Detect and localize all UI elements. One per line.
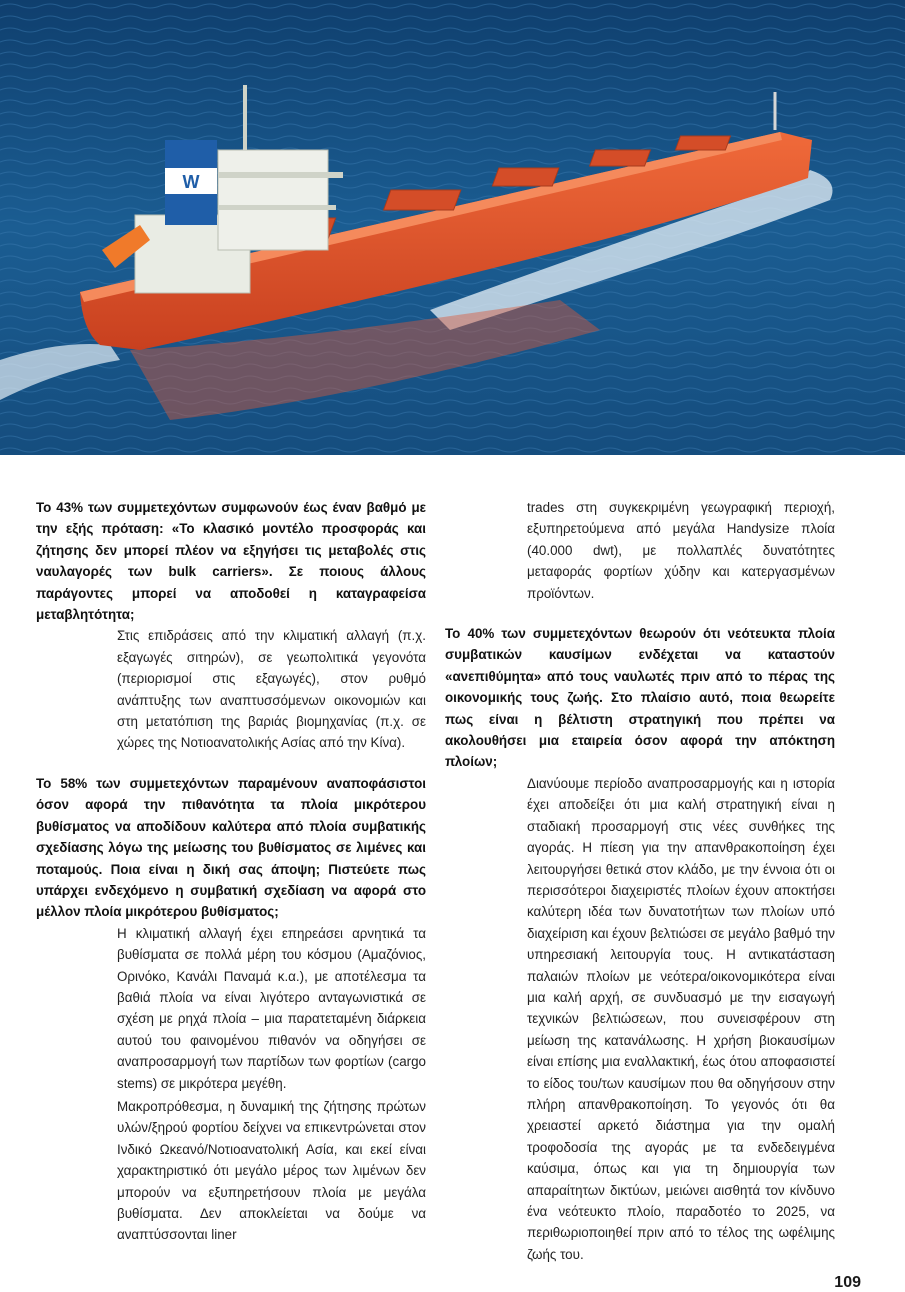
- answer-2-continued: trades στη συγκεκριμένη γεωγραφική περιοχή, εξυπηρετούμενα από μεγάλα Handysize πλοία (40.000 dwt), με πολλαπλές δυνατότητες μεταφοράς φορτίων χύδην και κατεργασμένων προϊόντων.: [527, 500, 835, 601]
- question-1: Το 43% των συμμετεχόντων συμφωνούν έως έναν βαθμό με την εξής πρόταση: «Το κλασικό μοντέλο προσφοράς και ζήτησης δεν μπορεί πλέον να εξηγήσει τις μεταβολές στις ναυλαγορές των bulk carriers». Σε ποιους άλλους παράγοντες μπορεί να αποδοθεί η καταγραφείσα μεταβλητότητα;: [36, 500, 426, 623]
- answer-3: Διανύουμε περίοδο αναπροσαρμογής και η ιστορία έχει αποδείξει ότι μια καλή στρατηγική είναι η σταδιακή προσαρμογή στις νέες συνθήκες της αγοράς. Η πίεση για την απανθρακοποίηση έχει λειτουργήσει θετικά στον κλάδο, με την έννοια ότι οι περισσότεροι διαχειριστές πλοίων έχουν αποκτήσει καλύτερη ιδέα των δυνατοτήτων των πλοίων υπό διαχείριση και έχουν βελτιώσει σε μεγάλο βαθμό την υπηρεσιακή λειτουργία τους. Η αντικατάσταση παλαιών πλοίων με νεότερα/οικονομικότερα είναι μια καλή αρχή, σε συνδυασμό με την εισαγωγή τεχνικών βελτιώσεων, που συνεισφέρουν στη μείωση της κατανάλωσης. Η χρήση βιοκαυσίμων είναι επίσης μια εναλλακτική, έως ότου αποφασιστεί το είδος του/των καυσίμων που θα οδηγήσουν στην πλήρη απανθρακοποίηση. Το γεγονός ότι θα χρειαστεί αρκετό διάστημα για την ομαλή τροφοδοσία της αγοράς με τα ενδεδειγμένα καύσιμα, όπως και για τη δημιουργία των απαραίτητων δικτύων, μειώνει αισθητά τον κίνδυνο ένα νεότευκτο πλοίο, παραδοτέο το 2025, να περιθωριοποιηθεί πριν από το τέλος της ωφέλιμης ζωής του.: [527, 775, 835, 1262]
- funnel-letter: W: [182, 172, 200, 192]
- right-column: [445, 497, 835, 1265]
- answer-2-paragraph-1: Η κλιματική αλλαγή έχει επηρεάσει αρνητικά τα βυθίσματα σε πολλά μέρη του κόσμου (Αμαζόνιος, Ορινόκο, Κανάλι Παναμά κ.α.), με αποτέλεσμα τα βαθιά πλοία να είναι λιγότερο ανταγωνιστικά σε σχέση με ρηχά πλοία – μια παρατεταμένη διάρκεια αυτού του φαινομένου πιθανόν να οδηγήσει σε αναπροσαρμογή των παρτίδων των φορτίων (cargo stems) σε μικρότερα μεγέθη.: [117, 925, 426, 1091]
- page-number: 109: [834, 1274, 861, 1291]
- answer-1: Στις επιδράσεις από την κλιματική αλλαγή (π.χ. εξαγωγές σιτηρών), σε γεωπολιτικά γεγονότα (περιορισμοί στις εξαγωγές), στον ρυθμό ανάπτυξης των αναπτυσσόμενων οικονομιών και στη μετατόπιση της βαριάς βιομηχανίας (π.χ. σε χώρες της Νοτιοανατολικής Ασίας από την Κίνα).: [117, 628, 426, 751]
- question-2: Το 58% των συμμετεχόντων παραμένουν αναποφάσιστοι όσον αφορά την πιθανότητα τα πλοία μικρότερου βυθίσματος να αποδίδουν καλύτερα από πλοία συμβατικής σχεδίασης λόγω της μείωσης του βυθίσματος σε λιμένες και ποταμούς. Ποια είναι η δική σας άποψη; Πιστεύετε πως υπάρχει ενδεχόμενο η συμβατική σχεδίαση να αφορά στο μέλλον πλοία μικρότερου βυθίσματος;: [36, 775, 426, 920]
- ship-photo: [0, 0, 905, 455]
- answer-2-paragraph-2: Μακροπρόθεσμα, η δυναμική της ζήτησης πρώτων υλών/ξηρού φορτίου δείχνει να επικεντρώνεται στον Ινδικό Ωκεανό/Νοτιοανατολική Ασία, και εκεί είναι χαρακτηριστικό ότι μεγάλο μέρος των λιμένων δεν μπορούν να εξυπηρετήσουν πλοία με μεγάλα βυθίσματα. Δεν αποκλείεται να δούμε να αναπτύσσονται liner: [117, 1098, 426, 1243]
- ship-illustration: [0, 0, 905, 455]
- question-3: Το 40% των συμμετεχόντων θεωρούν ότι νεότευκτα πλοία συμβατικών καυσίμων ενδέχεται να καταστούν «ανεπιθύμητα» από τους ναυλωτές πριν από το πέρας της οικονομικής τους ζωής. Στο πλαίσιο αυτό, ποια θεωρείτε πως είναι η βέλτιστη στρατηγική που πρέπει να ακολουθήσει μια εταιρεία όσον αφορά την απόκτηση πλοίων;: [445, 626, 835, 770]
- left-column: [36, 497, 426, 1246]
